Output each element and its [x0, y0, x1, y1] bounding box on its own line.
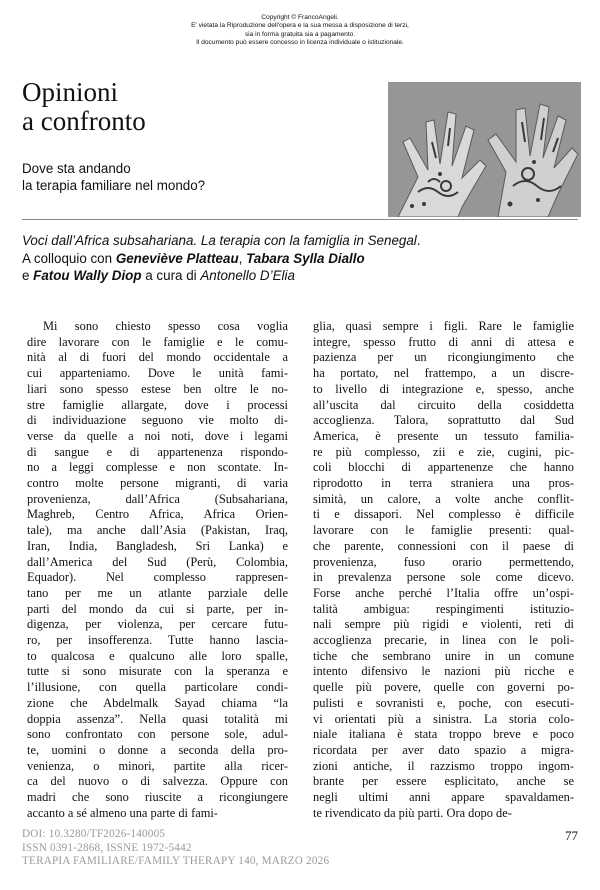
body-text-line: tano per me un atlante parziale delle: [27, 585, 288, 600]
author-name: Tabara Sylla Diallo: [246, 250, 365, 266]
copyright-line: Il documento può essere concesso in licenza individuale o istituzionale.: [196, 38, 404, 46]
body-text-line: in prevalenza persone sole come dicevo.: [313, 570, 574, 585]
body-text-line: ro, per insofferenza. Tutte hanno lascia-: [27, 633, 288, 648]
article-intro: [22, 232, 582, 285]
body-text-line: digenza, per violenza, per cercare futu-: [27, 617, 288, 632]
body-text-line: riprodotto in terra straniera una pros-: [313, 476, 574, 491]
copyright-line: sia in forma gratuita sia a pagamento.: [244, 30, 356, 38]
body-text-line: parti del mondo da cui si parte, per in-: [27, 601, 288, 616]
body-column-right: [313, 319, 574, 822]
body-text-line: dall’America del Sud (Perù, Colombia,: [27, 554, 288, 569]
body-text-line: no a leggi complesse e non scontate. In-: [27, 460, 288, 475]
intro-separator: ,: [238, 250, 247, 266]
section-subtitle: [22, 160, 382, 194]
henna-hands-photo: [388, 82, 581, 217]
body-text-line: doppia assenza”. Nella quasi totalità mi: [27, 711, 288, 726]
copyright-line: Copyright © FrancoAngeli.: [261, 14, 339, 21]
body-text-line: pazienza per un ricongiungimento che: [313, 350, 574, 365]
section-subtitle-line: la terapia familiare nel mondo?: [22, 178, 206, 193]
body-text-line: te, uomini o donne a seconda della pro-: [27, 742, 288, 757]
body-text-line: glia, quasi sempre i figli. Rare le famiglie: [313, 319, 574, 333]
body-text-line: accanto a sé almeno una parte di fami-: [27, 805, 218, 820]
body-text-line: madri che sono riuscite a ricongiungere: [27, 790, 288, 805]
body-text-line: provenienza, dall’Africa (Subsahariana,: [27, 491, 288, 506]
page-footer: [22, 828, 329, 869]
body-text-line: che parente, connessioni con il paese di: [313, 538, 574, 553]
body-text-line: contro molte persone migranti, di varia: [27, 476, 288, 491]
body-text-line: tale), ma anche dall’Asia (Pakistan, Iraq,: [27, 523, 288, 538]
body-text-line: America, è presente un tessuto familia-: [313, 428, 574, 443]
body-text-line: talità ambigua: respingimenti istituzio-: [313, 601, 574, 616]
body-text-line: re più complesso, zii e zie, cugini, pic-: [313, 444, 574, 459]
body-text-line: dire lavorare con le famiglie e le comu-: [27, 334, 288, 349]
intro-line-3: [22, 267, 582, 285]
body-text-line: vi orientati più a sinistra. La storia colo-: [313, 711, 574, 726]
body-text-line: pulisti e sovranisti e, poche, con esecuti-: [313, 695, 574, 710]
copyright-line: E' vietata la Riproduzione dell'opera e la sua messa a disposizione di terzi,: [191, 22, 409, 30]
body-text-line: coli blocchi di appartenenze che hanno: [313, 460, 574, 475]
body-text-line: all’uscita dal circuito della cosiddetta: [313, 397, 574, 412]
body-text-line: venienza, o minori, partite alla ricer-: [27, 758, 288, 773]
footer-doi: DOI: 10.3280/TF2026-140005: [22, 828, 166, 840]
body-text-line: brante per essere esplicitato, anche se: [313, 774, 574, 789]
footer-issn: ISSN 0391-2868, ISSNE 1972-5442: [22, 841, 192, 854]
body-text-line: to livello di integrazione e, spesso, anche: [313, 381, 574, 396]
intro-period: .: [416, 233, 421, 248]
body-text-line: accoglienza precarie, in linea con le poli-: [313, 633, 574, 648]
copyright-notice: [0, 14, 600, 47]
body-column-left: [27, 319, 288, 822]
intro-text: A colloquio con: [22, 250, 116, 266]
body-text-line: di sangue e di appartenenza rispondo-: [27, 444, 288, 459]
section-title-line: Opinioni: [22, 77, 119, 107]
footer-journal: TERAPIA FAMILIARE/FAMILY THERAPY 140, MARZO 2026: [22, 855, 330, 868]
intro-text: a cura di: [141, 268, 201, 283]
body-text-line: lavorare con le famiglie presenti: qual-: [313, 523, 574, 538]
header-divider: [22, 219, 578, 220]
body-text-line: simità, un calore, a volte anche conflit-: [313, 491, 574, 506]
body-text-line: tiche che sembrano unire in un comune: [313, 648, 574, 663]
body-text-line: ti e dissapori. Nel complesso è difficile: [313, 507, 574, 522]
body-text-line: negli ultimi anni appare spavaldamen-: [313, 790, 574, 805]
body-text-line: stre famiglie allargate, dove i processi: [27, 397, 288, 412]
body-text-line: te rivendicato da più parti. Ora dopo de-: [313, 805, 512, 820]
body-text-line: Iran, India, Bangladesh, Sri Lanka) e: [27, 538, 288, 553]
body-text-line: cui apparteniamo. Dove le unità fami-: [27, 366, 288, 381]
article-heading: Voci dall’Africa subsahariana. La terapia con la famiglia in Senegal: [22, 233, 417, 248]
body-text-line: Mi sono chiesto spesso cosa voglia: [43, 319, 288, 333]
body-text-line: Forse anche perché l’Italia offre un’ospi-: [313, 585, 574, 600]
intro-line-1: [22, 232, 582, 250]
body-text-line: di individuazione seguono vie molto di-: [27, 413, 288, 428]
section-title: [22, 78, 382, 136]
intro-line-2: [22, 250, 582, 268]
section-subtitle-line: Dove sta andando: [22, 161, 131, 176]
henna-hands-illustration: [388, 82, 581, 217]
body-text-line: ha portato, nel frattempo, a un discre-: [313, 366, 574, 381]
body-text-line: verse da quelle a noi noti, dove i legami: [27, 428, 288, 443]
body-text-line: Equador). Nel complesso rappresen-: [27, 570, 288, 585]
body-text-line: ca del nuovo o di salvezza. Oppure con: [27, 774, 288, 789]
author-name: Fatou Wally Diop: [33, 268, 142, 283]
body-text-line: provenienza, fuso orario permettendo,: [313, 554, 574, 569]
body-text-line: accoglienza. Talora, soprattutto dal Sud: [313, 413, 574, 428]
body-text-line: nità al di fuori del mondo occidentale a: [27, 350, 288, 365]
author-name: Geneviève Platteau: [115, 250, 239, 266]
body-text-line: niale italiana è stata troppo breve e poco: [313, 727, 574, 742]
page-number: 77: [565, 828, 578, 843]
intro-text: e: [22, 268, 34, 283]
body-text-line: l’illusione, con quella particolare condi-: [27, 680, 288, 695]
body-text-line: sono confrontato con persone sole, adul-: [27, 727, 288, 742]
body-text-line: intento difensivo le nazioni più ricche e: [313, 664, 574, 679]
body-text-line: integre, spesso frutto di anni di attesa e: [313, 334, 574, 349]
body-text-line: zione che Abdelmalk Sayad chiama “la: [27, 695, 288, 710]
body-text-line: Maghreb, Centro Africa, Africa Orien-: [27, 507, 288, 522]
body-text-line: ricordata per aver dato spazio a migra-: [313, 742, 574, 757]
section-title-line: a confronto: [22, 106, 146, 136]
body-text-line: nali sempre più rigidi e violenti, reti di: [313, 617, 574, 632]
body-text-line: liari sono spesso estese ben oltre le no-: [27, 381, 288, 396]
body-text-line: quelle più povere, quelle con governi po-: [313, 680, 574, 695]
body-text-line: to qualcosa e qualcuno alle loro spalle,: [27, 648, 288, 663]
body-text-line: zioni antiche, il razzismo troppo ingom-: [313, 758, 574, 773]
editor-name: Antonello D’Elia: [200, 268, 295, 283]
body-text-line: tutte si sono misurate con la speranza e: [27, 664, 288, 679]
